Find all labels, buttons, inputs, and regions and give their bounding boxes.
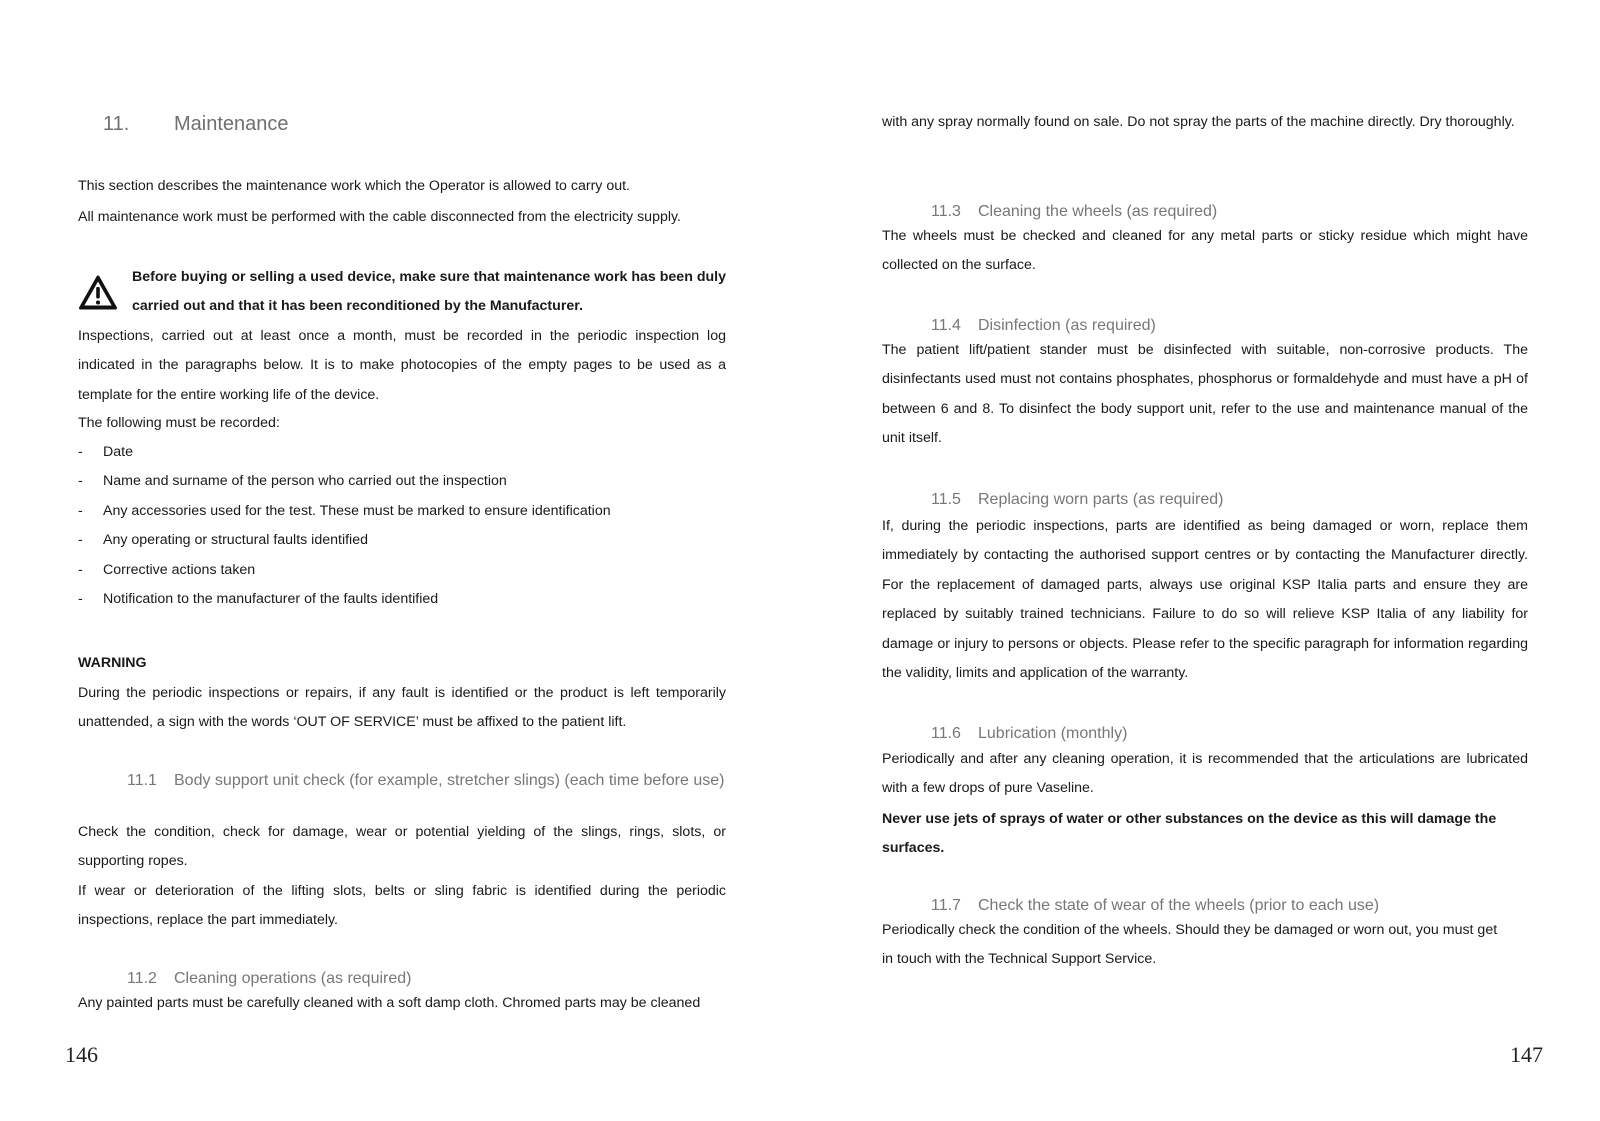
section-number: 11. — [103, 113, 130, 135]
inspection-paragraph: Inspections, carried out at least once a month, must be recorded in the periodic inspection log indicated in the paragraphs below. It is to make photocopies of the empty pages to be used as a template for the entire working life of the device. — [78, 328, 726, 403]
subsection-11-2-paragraph-1: Any painted parts must be carefully cleaned with a soft damp cloth. Chromed parts may be cleaned — [78, 995, 701, 1011]
subsection-number: 11.7 — [931, 897, 961, 914]
subsection-11-6-paragraph-1: Periodically and after any cleaning operation, it is recommended that the articulations are lubricated with a few drops of pure Vaseline. — [882, 751, 1528, 797]
subsection-title: Disinfection (as required) — [978, 317, 1156, 334]
subsection-title: Check the state of wear of the wheels (prior to each use) — [978, 897, 1380, 914]
list-item: - Any accessories used for the test. These must be marked to ensure identification — [78, 502, 611, 519]
list-item: - Date — [78, 444, 133, 460]
subsection-11-2-heading — [127, 970, 411, 988]
subsection-number: 11.5 — [931, 491, 961, 508]
subsection-11-1-paragraph-2: If wear or deterioration of the lifting slots, belts or sling fabric is identified during the periodic inspections, replace the part immediately. — [78, 883, 726, 929]
subsection-11-3-heading — [931, 203, 1217, 221]
list-item: - Notification to the manufacturer of the faults identified — [78, 591, 439, 608]
subsection-11-7-paragraph: Periodically check the condition of the wheels. Should they be damaged or worn out, you must get in touch with the Technical Support Service. — [882, 922, 1498, 968]
subsection-title: Replacing worn parts (as required) — [978, 491, 1224, 508]
subsection-11-5-heading — [931, 491, 1223, 509]
subsection-11-4-heading — [931, 317, 1156, 335]
page-number: 147 — [1510, 1042, 1543, 1067]
used-device-note: Before buying or selling a used device, make sure that maintenance work has been duly carried out and that it has been reconditioned by the Manufacturer. — [132, 269, 726, 315]
section-title: Maintenance — [174, 113, 289, 135]
intro-paragraph-2: All maintenance work must be performed with the cable disconnected from the electricity supply. — [78, 209, 681, 225]
continuation-paragraph: with any spray normally found on sale. Do not spray the parts of the machine directly. Dry thoroughly. — [882, 114, 1515, 130]
list-item: - Any operating or structural faults identified — [78, 532, 368, 549]
warning-triangle-icon — [78, 274, 118, 311]
subsection-title: Body support unit check (for example, stretcher slings) (each time before use) — [174, 772, 725, 789]
subsection-number: 11.2 — [127, 970, 157, 987]
subsection-11-5-paragraph: If, during the periodic inspections, parts are identified as being damaged or worn, replace them immediately by contacting the authorised support centres or by contacting the Manufacturer directly. For the replacement of damaged parts, always use original KSP Italia parts and ensure they are replaced by suitably trained technicians. Failure to do so will relieve KSP Italia of any liability for damage or injury to persons or objects. Please refer to the specific paragraph for information regarding the validity, limits and application of the warranty. — [882, 518, 1528, 682]
warning-label: WARNING — [78, 655, 147, 671]
subsection-number: 11.4 — [931, 317, 961, 334]
subsection-title: Cleaning operations (as required) — [174, 970, 412, 987]
page-147 — [800, 0, 1600, 1121]
warning-paragraph: During the periodic inspections or repairs, if any fault is identified or the product is left temporarily unattended, a sign with the words ‘OUT OF SERVICE’ must be affixed to the patient lift. — [78, 685, 726, 731]
subsection-11-7-heading — [931, 897, 1379, 915]
subsection-number: 11.3 — [931, 203, 961, 220]
subsection-11-3-paragraph: The wheels must be checked and cleaned for any metal parts or sticky residue which might have collected on the surface. — [882, 228, 1528, 274]
subsection-title: Cleaning the wheels (as required) — [978, 203, 1218, 220]
list-item: - Name and surname of the person who carried out the inspection — [78, 473, 507, 490]
list-item: - Corrective actions taken — [78, 561, 256, 578]
subsection-11-6-paragraph-2: Never use jets of sprays of water or other substances on the device as this will damage the surfaces. — [882, 811, 1497, 857]
recorded-items-list — [78, 438, 726, 614]
subsection-title: Lubrication (monthly) — [978, 725, 1128, 742]
subsection-11-1-heading — [127, 772, 724, 790]
subsection-number: 11.1 — [127, 772, 157, 789]
page-number: 146 — [65, 1042, 98, 1067]
subsection-11-4-paragraph: The patient lift/patient stander must be disinfected with suitable, non-corrosive products. The disinfectants used must not contains phosphates, phosphorus or formaldehyde and must have a pH of between 6 and 8. To disinfect the body support unit, refer to the use and maintenance manual of the unit itself. — [882, 342, 1528, 447]
subsection-number: 11.6 — [931, 725, 961, 742]
subsection-11-1-paragraph-1: Check the condition, check for damage, wear or potential yielding of the slings, rings, slots, or supporting ropes. — [78, 824, 726, 870]
recorded-intro: The following must be recorded: — [78, 415, 280, 431]
subsection-11-6-heading — [931, 725, 1127, 743]
intro-paragraph-1: This section describes the maintenance work which the Operator is allowed to carry out. — [78, 178, 630, 194]
